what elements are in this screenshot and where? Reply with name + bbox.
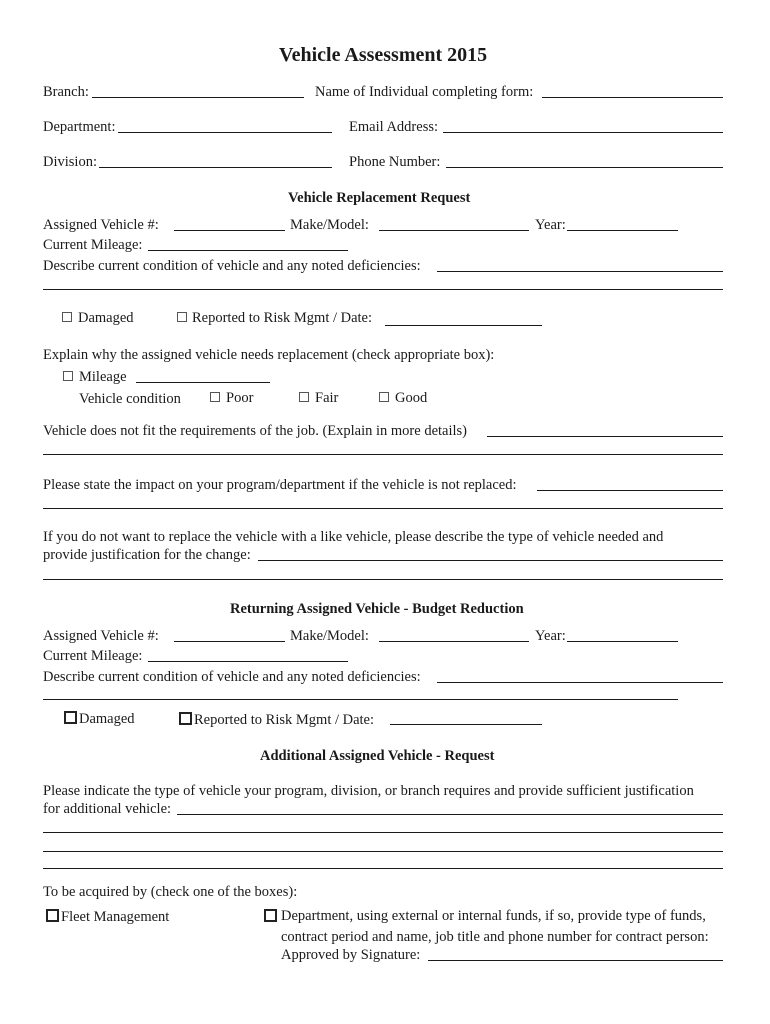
phone-label: Phone Number: bbox=[349, 154, 441, 170]
name-completing-label: Name of Individual completing form: bbox=[315, 84, 534, 100]
returning-reported-date-field[interactable] bbox=[390, 724, 542, 725]
not-fit-label: Vehicle does not fit the requirements of the job. (Explain in more details) bbox=[43, 423, 468, 439]
department-funds-label-2: contract period and name, job title and phone number for contract person: bbox=[281, 929, 709, 945]
not-fit-field-2[interactable] bbox=[43, 454, 723, 455]
name-completing-field[interactable] bbox=[542, 97, 723, 98]
returning-damaged-checkbox[interactable] bbox=[64, 711, 77, 724]
replacement-heading: Vehicle Replacement Request bbox=[288, 190, 471, 206]
impact-field[interactable] bbox=[537, 490, 723, 491]
vehicle-condition-label: Vehicle condition bbox=[79, 391, 181, 407]
returning-damaged-label: Damaged bbox=[79, 711, 135, 727]
describe-condition-label: Describe current condition of vehicle and any noted deficiencies: bbox=[43, 258, 421, 274]
form-title: Vehicle Assessment 2015 bbox=[279, 44, 488, 66]
damaged-checkbox[interactable] bbox=[62, 312, 72, 322]
department-funds-checkbox[interactable] bbox=[264, 909, 277, 922]
acquired-by-label: To be acquired by (check one of the boxes): bbox=[43, 884, 298, 900]
year-field[interactable] bbox=[567, 230, 678, 231]
returning-describe-condition-field-2[interactable] bbox=[43, 699, 678, 700]
division-label: Division: bbox=[43, 154, 97, 170]
returning-year-label: Year: bbox=[535, 628, 566, 644]
not-fit-field[interactable] bbox=[487, 436, 723, 437]
department-field[interactable] bbox=[118, 132, 332, 133]
poor-checkbox[interactable] bbox=[210, 392, 220, 402]
assigned-vehicle-label: Assigned Vehicle #: bbox=[43, 217, 159, 233]
returning-describe-condition-label: Describe current condition of vehicle and any noted deficiencies: bbox=[43, 669, 421, 685]
make-model-field[interactable] bbox=[379, 230, 529, 231]
good-checkbox[interactable] bbox=[379, 392, 389, 402]
returning-reported-label: Reported to Risk Mgmt / Date: bbox=[194, 712, 375, 728]
like-vehicle-label-2: provide justification for the change: bbox=[43, 547, 251, 563]
damaged-label: Damaged bbox=[78, 310, 134, 326]
email-label: Email Address: bbox=[349, 119, 439, 135]
year-label: Year: bbox=[535, 217, 566, 233]
branch-label: Branch: bbox=[43, 84, 89, 100]
indicate-label-2: for additional vehicle: bbox=[43, 801, 172, 817]
department-label: Department: bbox=[43, 119, 116, 135]
current-mileage-field[interactable] bbox=[148, 250, 348, 251]
fair-checkbox[interactable] bbox=[299, 392, 309, 402]
explain-why-label: Explain why the assigned vehicle needs replacement (check appropriate box): bbox=[43, 347, 495, 363]
mileage-field[interactable] bbox=[136, 382, 270, 383]
indicate-field-2[interactable] bbox=[43, 832, 723, 833]
branch-field[interactable] bbox=[92, 97, 304, 98]
phone-field[interactable] bbox=[446, 167, 723, 168]
fleet-management-label: Fleet Management bbox=[61, 909, 170, 925]
reported-label: Reported to Risk Mgmt / Date: bbox=[192, 310, 373, 326]
returning-heading: Returning Assigned Vehicle - Budget Reduction bbox=[230, 601, 524, 617]
assigned-vehicle-field[interactable] bbox=[174, 230, 285, 231]
department-funds-label-1: Department, using external or internal funds, if so, provide type of funds, bbox=[281, 908, 706, 924]
indicate-field[interactable] bbox=[177, 814, 723, 815]
returning-current-mileage-field[interactable] bbox=[148, 661, 348, 662]
fleet-management-checkbox[interactable] bbox=[46, 909, 59, 922]
division-field[interactable] bbox=[99, 167, 332, 168]
returning-current-mileage-label: Current Mileage: bbox=[43, 648, 143, 664]
describe-condition-field[interactable] bbox=[437, 271, 723, 272]
make-model-label: Make/Model: bbox=[290, 217, 369, 233]
mileage-label: Mileage bbox=[79, 369, 127, 385]
returning-make-model-label: Make/Model: bbox=[290, 628, 369, 644]
mileage-checkbox[interactable] bbox=[63, 371, 73, 381]
returning-assigned-vehicle-label: Assigned Vehicle #: bbox=[43, 628, 159, 644]
good-label: Good bbox=[395, 390, 428, 406]
approved-signature-field[interactable] bbox=[428, 960, 723, 961]
returning-reported-checkbox[interactable] bbox=[179, 712, 192, 725]
fair-label: Fair bbox=[315, 390, 339, 406]
impact-label: Please state the impact on your program/department if the vehicle is not replaced: bbox=[43, 477, 517, 493]
returning-describe-condition-field[interactable] bbox=[437, 682, 723, 683]
like-vehicle-field-2[interactable] bbox=[43, 579, 723, 580]
additional-heading: Additional Assigned Vehicle - Request bbox=[260, 748, 495, 764]
indicate-field-3[interactable] bbox=[43, 851, 723, 852]
approved-signature-label: Approved by Signature: bbox=[281, 947, 421, 963]
indicate-field-4[interactable] bbox=[43, 868, 723, 869]
like-vehicle-label-1: If you do not want to replace the vehicle with a like vehicle, please describe the type of vehicle needed and bbox=[43, 529, 664, 545]
email-field[interactable] bbox=[443, 132, 723, 133]
returning-make-model-field[interactable] bbox=[379, 641, 529, 642]
reported-checkbox[interactable] bbox=[177, 312, 187, 322]
describe-condition-field-2[interactable] bbox=[43, 289, 723, 290]
poor-label: Poor bbox=[226, 390, 254, 406]
indicate-label-1: Please indicate the type of vehicle your program, division, or branch requires and provide sufficient justification bbox=[43, 783, 694, 799]
reported-date-field[interactable] bbox=[385, 325, 542, 326]
returning-assigned-vehicle-field[interactable] bbox=[174, 641, 285, 642]
like-vehicle-field[interactable] bbox=[258, 560, 723, 561]
returning-year-field[interactable] bbox=[567, 641, 678, 642]
impact-field-2[interactable] bbox=[43, 508, 723, 509]
current-mileage-label: Current Mileage: bbox=[43, 237, 143, 253]
